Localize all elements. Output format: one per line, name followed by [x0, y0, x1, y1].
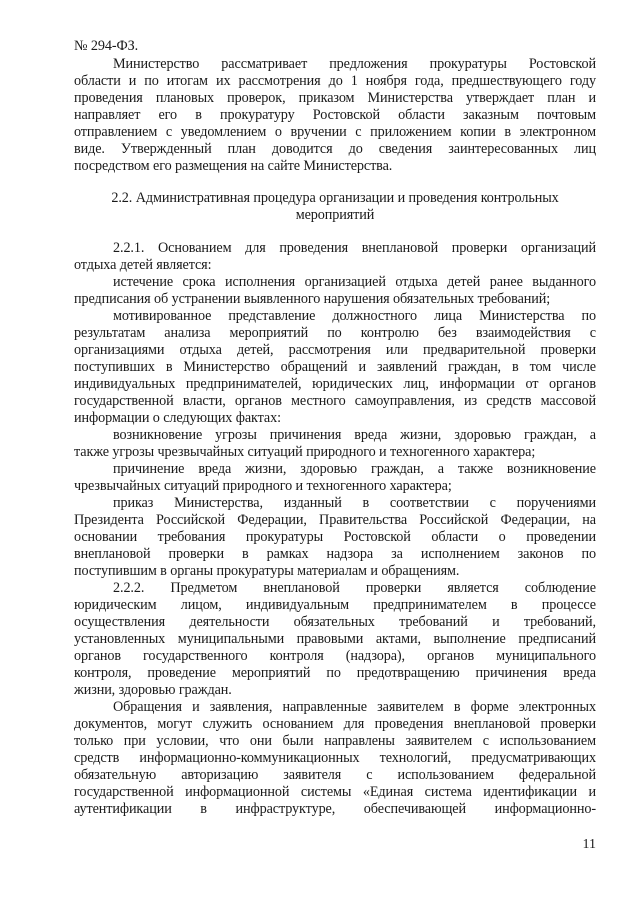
text-line: осуществления деятельности обязательных требований и требований, — [74, 614, 596, 630]
text-line: также угрозы чрезвычайных ситуаций природного и техногенного характера; — [74, 444, 536, 460]
text-line: № 294-ФЗ. — [74, 38, 139, 54]
text-line: приказ Министерства, изданный в соответствии с поручениями — [113, 495, 596, 511]
text-line: результатам анализа мероприятий по контролю без взаимодействия с — [74, 325, 596, 341]
text-line: организациями отдыха детей, рассмотрения или предварительной проверки — [74, 342, 596, 358]
text-line: контроля, проведение мероприятий по предотвращению причинения вреда — [74, 665, 596, 681]
text-line: предписания об устранении выявленного нарушения обязательных требований; — [74, 291, 551, 307]
text-line: проведения плановых проверок, приказом Министерства утверждает план и — [74, 90, 596, 106]
text-line: юридическим лицом, индивидуальным предпринимателем в процессе — [74, 597, 596, 613]
text-line: жизни, здоровью граждан. — [74, 682, 232, 698]
text-line: средств информационно-коммуникационных технологий, предусматривающих — [74, 750, 596, 766]
text-line: установленных муниципальными правовыми актами, выполнение предписаний — [74, 631, 596, 647]
text-line: отправлением с уведомлением о вручении с приложением копии в электронном — [74, 124, 596, 140]
text-line: направляет его в прокуратуру Ростовской области заказным почтовым — [74, 107, 596, 123]
text-line: аутентификации в инфраструктуре, обеспечивающей информационно- — [74, 801, 596, 817]
text-line: внеплановой проверки в рамках надзора за исполнением законов по — [74, 546, 596, 562]
text-line: государственной власти, органов местного самоуправления, из средств массовой — [74, 393, 596, 409]
text-line: 2.2.1. Основанием для проведения внеплановой проверки организаций — [113, 240, 596, 256]
text-line: документов, могут служить основанием для проведения внеплановой проверки — [74, 716, 596, 732]
text-line: обязательную авторизацию заявителя с использованием федеральной — [74, 767, 596, 783]
text-line: чрезвычайных ситуаций природного и техногенного характера; — [74, 478, 452, 494]
text-line: возникновение угрозы причинения вреда жизни, здоровью граждан, а — [113, 427, 596, 443]
text-line: мотивированное представление должностного лица Министерства по — [113, 308, 596, 324]
text-line: Министерство рассматривает предложения прокуратуры Ростовской — [113, 56, 596, 72]
text-line: виде. Утвержденный план доводится до сведения заинтересованных лиц — [74, 141, 596, 157]
text-line: индивидуальных предпринимателей, юридических лиц, информации от органов — [74, 376, 596, 392]
text-line: органов государственного контроля (надзора), органов муниципального — [74, 648, 596, 664]
section-heading: мероприятий — [295, 207, 375, 223]
text-line: основании требования прокуратуры Ростовской области о проведении — [74, 529, 596, 545]
text-line: области и по итогам их рассмотрения до 1 ноября года, предшествующего году — [74, 73, 596, 89]
text-line: поступившим в органы прокуратуры материалам и обращениям. — [74, 563, 460, 579]
text-line: истечение срока исполнения организацией отдыха детей ранее выданного — [113, 274, 596, 290]
text-line: Обращения и заявления, направленные заявителем в форме электронных — [113, 699, 596, 715]
text-line: 2.2.2. Предметом внеплановой проверки является соблюдение — [113, 580, 596, 596]
text-line: отдыха детей является: — [74, 257, 212, 273]
text-line: только при условии, что они были направлены заявителем с использованием — [74, 733, 596, 749]
text-line: посредством его размещения на сайте Министерства. — [74, 158, 393, 174]
section-heading: 2.2. Административная процедура организации и проведения контрольных — [111, 190, 559, 206]
text-line: поступивших в Министерство обращений и заявлений граждан, в том числе — [74, 359, 596, 375]
text-line: Президента Российской Федерации, Правительства Российской Федерации, на — [74, 512, 596, 528]
text-line: государственной информационной системы «Единая система идентификации и — [74, 784, 596, 800]
page-number: 11 — [582, 837, 596, 852]
text-line: информации о следующих фактах: — [74, 410, 281, 426]
text-line: причинение вреда жизни, здоровью граждан, а также возникновение — [113, 461, 596, 477]
